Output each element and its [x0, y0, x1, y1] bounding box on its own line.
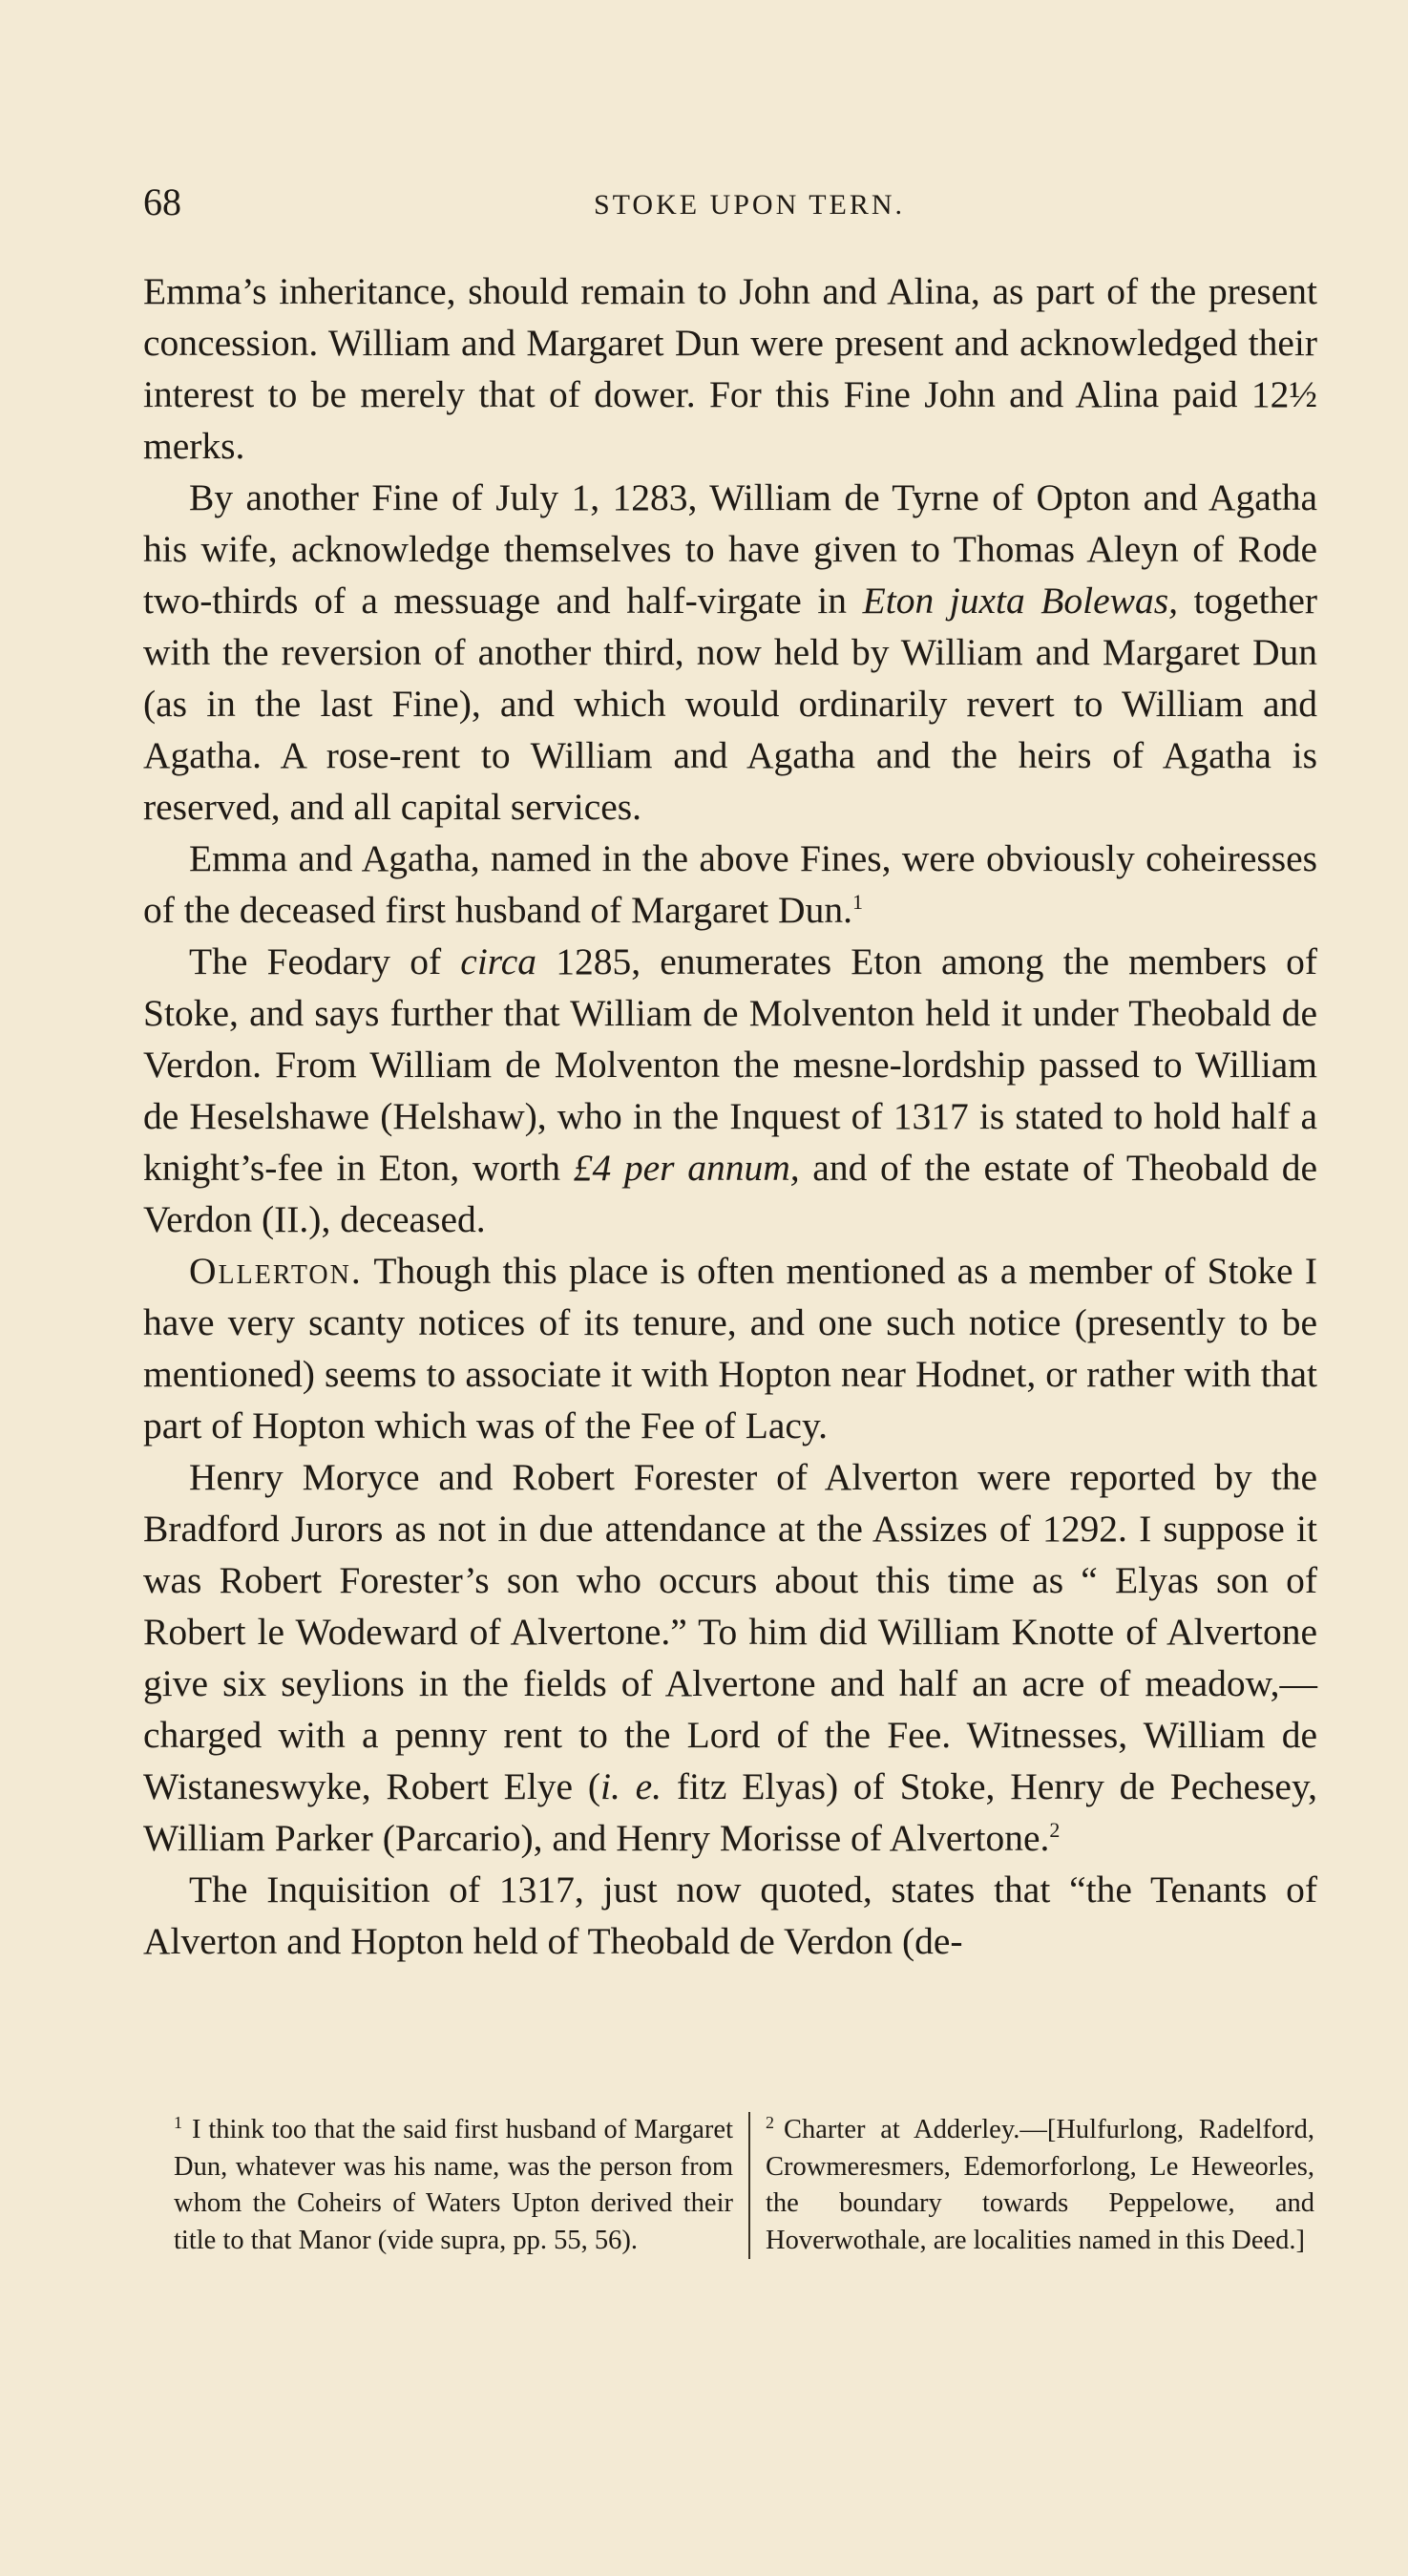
paragraph-5	[143, 1245, 1317, 1451]
footnote-ref-2: 2	[1049, 1817, 1061, 1842]
p5-text: Though this place is often mentioned as a member of Stoke I have very scanty notices of its tenure, and one such notice (presently to be mentioned) seems to associate it with Hopton near Hodnet, or rather with that part of Hopton which was of the Fee of Lacy.	[143, 1250, 1317, 1446]
paragraph-7: The Inquisition of 1317, just now quoted, states that “the Tenants of Alverton and Hopton held of Theobald de Verdon (de-	[143, 1869, 1317, 1962]
footnote-ref-1: 1	[851, 889, 863, 914]
p4-per-annum: per annum,	[623, 1147, 800, 1189]
footnote-1-text: I think too that the said first husband of Margaret Dun, whatever was his name, was the person from whom the Coheirs of Waters Upton derived their title to that Manor (vide supra, pp. 55, 56).	[174, 2115, 733, 2255]
paragraph-4	[143, 936, 1317, 1245]
p4-text-a: The Feodary of	[189, 940, 442, 982]
p2-place-name: Eton juxta Bolewas,	[862, 580, 1179, 622]
footnote-2-text: Charter at Adderley.—[Hulfurlong, Radelford, Crowmeresmers, Edemorforlong, Le Heweorles, the boundary towards Peppelowe, and Hoverwothale, are localities named in this Deed.]	[766, 2115, 1314, 2255]
paragraph-3	[143, 833, 1317, 936]
p2-text-b: together with the reversion of another third, now held by William and Margaret Dun (as in the last Fine), and which would ordinarily revert to William and Agatha. A rose-rent to William and Agatha and the heirs of Agatha is reserved, and all capital services.	[143, 580, 1318, 828]
paragraph-6	[143, 1451, 1317, 1864]
page-number: 68	[143, 180, 181, 223]
p4-text-b: 1285, enumerates Eton among the members of Stoke, and says further that William de Molventon held it under Theobald de Verdon. From William de Molventon the mesne-lordship passed to William de Heselshawe (Helshaw), who in the Inquest of 1317 is stated to hold half a knight’s-fee in Eton, worth	[143, 940, 1318, 1189]
p6-text-2: fitz Elyas) of Stoke, Henry de Pechesey, William Parker (Parcario), and Henry Morisse of Alvertone.	[143, 1765, 1318, 1859]
footnote-2-mark: 2	[766, 2112, 774, 2132]
p4-amount: £4	[573, 1147, 612, 1189]
p6-ie: i. e.	[600, 1765, 662, 1807]
paragraph-2	[143, 472, 1317, 833]
running-head: STOKE UPON TERN.	[593, 189, 906, 221]
p2-text-a: By another Fine of July 1, 1283, William de Tyrne of Opton and Agatha his wife, acknowledge themselves to have given to Thomas Aleyn of Rode two-thirds of a messuage and half-virgate in	[143, 476, 1317, 622]
p4-circa: circa	[460, 940, 536, 982]
p4-text-c: and of the estate of Theobald de Verdon (II.), deceased.	[143, 1147, 1318, 1240]
footnote-1	[174, 2112, 750, 2259]
footnotes	[174, 2112, 1314, 2259]
paragraph-1: Emma’s inheritance, should remain to John and Alina, as part of the present concession. William and Margaret Dun were present and acknowledged their interest to be merely that of dower. For this Fine John and Alina paid 12½ merks.	[143, 270, 1317, 467]
page-header	[143, 179, 1289, 237]
p3-text: Emma and Agatha, named in the above Fines, were obviously coheiresses of the deceased first husband of Margaret Dun.	[143, 837, 1317, 931]
section-heading-ollerton: Ollerton.	[189, 1250, 363, 1292]
p6-text: Henry Moryce and Robert Forester of Alverton were reported by the Bradford Jurors as not in due attendance at the Assizes of 1292. I suppose it was Robert Forester’s son who occurs about this time as “ Elyas son of Robert le Wodeward of Alvertone.” To him did William Knotte of Alvertone give six seylions in the fields of Alvertone and half an acre of meadow,—charged with a penny rent to the Lord of the Fee. Witnesses, William de Wistaneswyke, Robert Elye (	[143, 1456, 1317, 1807]
body-text	[143, 265, 1317, 1967]
footnote-2	[750, 2112, 1314, 2259]
footnote-1-mark: 1	[174, 2112, 182, 2132]
